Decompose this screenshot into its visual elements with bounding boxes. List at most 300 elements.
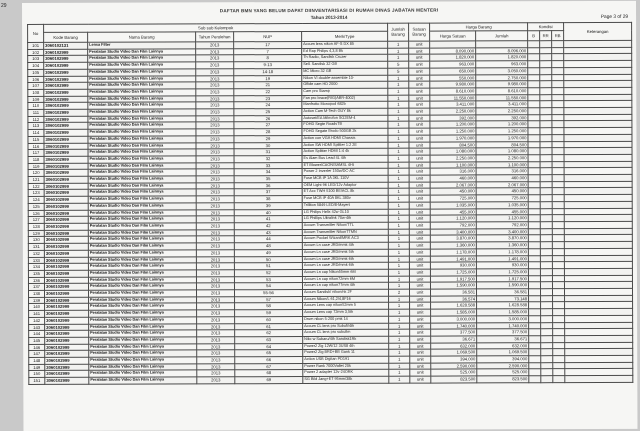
- cell-kode: 3060102999: [45, 324, 89, 331]
- cell-kode: 3060102999: [44, 203, 88, 210]
- cell-no: 122: [28, 183, 44, 190]
- cell-tahun: 2013: [196, 196, 234, 203]
- col-header-jumlah: Jumlah: [476, 31, 528, 41]
- cell-merk: Power2 Zig 12W/12 3US8 4th: [303, 343, 389, 350]
- cell-merk: Action SW HDMI Splitter 1:2 2E: [302, 142, 388, 149]
- cell-kode: 3060102999: [44, 223, 88, 230]
- cell-jml: 1: [389, 316, 410, 323]
- cell-nama: Peralatan Studio Video Dan Film Lainnya: [89, 357, 197, 364]
- cell-kode: 3060102999: [44, 156, 88, 163]
- cell-sat: unit: [409, 81, 430, 88]
- cell-harga: 1.200.000: [430, 121, 476, 128]
- cell-nup: 36: [234, 182, 302, 189]
- cell-merk: Gflide cam HD 2000: [302, 81, 388, 88]
- cell-sat: unit: [409, 195, 430, 202]
- cell-kode: 3060102999: [44, 150, 88, 157]
- cell-jml: 1: [388, 202, 409, 209]
- cell-nama: Peralatan Studio Video Dan Film Lainnya: [89, 290, 197, 297]
- cell-total: 1.120.000: [476, 215, 528, 222]
- cell-kode: 3060102999: [44, 116, 88, 123]
- cell-sat: unit: [410, 323, 431, 330]
- cell-nama: Peralatan Studio Video Dan Film Lainnya: [88, 62, 196, 69]
- cell-merk: FOHD Segte RoadsTB: [302, 122, 388, 129]
- cell-jml: 1: [389, 296, 410, 303]
- cell-merk: Action Cam M-Tech GUY 8k: [302, 108, 388, 115]
- cell-sat: unit: [409, 88, 430, 95]
- cell-nama: Peralatan Studio Video Dan Film Lainnya: [88, 169, 196, 176]
- cell-tahun: 2013: [196, 75, 234, 82]
- cell-nama: Peralatan Studio Video Dan Film Lainnya: [89, 370, 197, 377]
- cell-harga: 394.000: [431, 356, 477, 363]
- cell-tahun: 2013: [196, 109, 234, 116]
- cell-merk: Accum Ln case JRD/mmk 6th: [302, 262, 388, 269]
- cell-merk: Nikc w Subaru/4th Sandisk1Rk: [303, 336, 389, 343]
- cell-kode: 3060102999: [45, 290, 89, 297]
- col-header-jumlah-barang: Jumlah Barang: [388, 23, 409, 41]
- cell-nama: Peralatan Studio Video Dan Film Lainnya: [88, 250, 196, 257]
- cell-nama: Peralatan Studio Video Dan Film Lainnya: [89, 297, 197, 304]
- cell-sat: unit: [410, 349, 431, 356]
- cell-kode: 3060102999: [44, 96, 88, 103]
- cell-total: 3.400.000: [476, 228, 528, 235]
- cell-no: 102: [28, 49, 44, 56]
- cell-nama: Peralatan Studio Video Dan Film Lainnya: [88, 75, 196, 82]
- cell-kode: 3060102999: [45, 344, 89, 351]
- cell-total: 2.750.000: [476, 74, 528, 81]
- cell-tahun: 2013: [196, 243, 234, 250]
- cell-total: 1.585.000: [477, 309, 529, 316]
- cell-total: 804.500: [476, 141, 528, 148]
- cell-nama: Peralatan Studio Video Dan Film Lainnya: [88, 122, 196, 129]
- cell-sat: unit: [410, 282, 431, 289]
- cell-jml: 1: [388, 262, 409, 269]
- cell-total: 377.500: [477, 329, 529, 336]
- cell-nup: 25: [234, 109, 302, 116]
- col-header-nama-barang: Nama Barang: [88, 32, 196, 42]
- cell-jml: 1: [389, 356, 410, 363]
- cell-jml: 1: [388, 175, 409, 182]
- cell-total: 1.491.000: [476, 255, 528, 262]
- cell-no: 136: [28, 277, 44, 284]
- cell-jml: 5: [388, 68, 409, 75]
- cell-nama: Peralatan Studio Video Dan Film Lainnya: [88, 236, 196, 243]
- cell-harga: 1.069.500: [431, 349, 477, 356]
- cell-sat: unit: [410, 356, 431, 363]
- cell-jml: 1: [389, 336, 410, 343]
- cell-nup: 48: [234, 243, 302, 250]
- cell-jml: 1: [388, 249, 409, 256]
- cell-no: 107: [28, 83, 44, 90]
- cell-tahun: 2013: [196, 229, 234, 236]
- cell-nup: 28: [234, 129, 302, 136]
- cell-total: 1.100.000: [476, 161, 528, 168]
- cell-tahun: 2013: [196, 42, 234, 49]
- cell-nama: Peralatan Studio Video Dan Film Lainnya: [88, 216, 196, 223]
- cell-sat: unit: [409, 68, 430, 75]
- cell-no: 106: [28, 76, 44, 83]
- cell-tahun: 2013: [197, 303, 235, 310]
- cell-sat: unit: [410, 336, 431, 343]
- cell-jml: 1: [388, 229, 409, 236]
- cell-total: 2.590.000: [477, 362, 529, 369]
- cell-kode: 3060102999: [45, 357, 89, 364]
- col-header-nup: NUP: [234, 32, 302, 42]
- cell-harga: 1.970.000: [430, 135, 476, 142]
- cell-merk: LG Phillips Ultralink 70w-4th: [302, 216, 388, 223]
- cell-harga: 1.250.000: [430, 128, 476, 135]
- cell-merk: Accum Ln case JRD/mmk 5th: [302, 249, 388, 256]
- cell-jml: 1: [388, 88, 409, 95]
- cell-harga: 36.581: [431, 289, 477, 296]
- cell-no: 124: [28, 197, 44, 204]
- page-index-label: 29: [1, 3, 7, 9]
- cell-tahun: 2013: [196, 216, 234, 223]
- cell-total: 450.000: [476, 188, 528, 195]
- cell-harga: 804.500: [430, 141, 476, 148]
- cell-harga: 2.067.000: [430, 182, 476, 189]
- cell-tahun: 2013: [196, 115, 234, 122]
- cell-empty: [565, 376, 633, 383]
- table-row: [29, 376, 633, 385]
- cell-no: 123: [28, 190, 44, 197]
- cell-jml: 1: [389, 329, 410, 336]
- cell-tahun: 2013: [196, 129, 234, 136]
- cell-sat: unit: [409, 189, 430, 196]
- cell-tahun: 2013: [196, 136, 234, 143]
- cell-jml: 1: [388, 115, 409, 122]
- cell-harga: 2.590.000: [431, 363, 477, 370]
- col-header-kode-barang: Kode Barang: [44, 32, 88, 42]
- cell-sat: unit: [409, 122, 430, 129]
- cell-sat: unit: [410, 370, 431, 377]
- cell-no: 142: [29, 317, 45, 324]
- cell-nama: Peralatan Studio Video Dan Film Lainnya: [88, 189, 196, 196]
- cell-kode: 3060102999: [45, 304, 89, 311]
- cell-total: 1.200.000: [476, 121, 528, 128]
- cell-kode: 3060102999: [44, 210, 88, 217]
- cell-kode: 3060102999: [44, 257, 88, 264]
- cell-nama: Peralatan Studio Video Dan Film Lainnya: [89, 337, 197, 344]
- cell-nup: 31: [234, 149, 302, 156]
- cell-nama: Peralatan Studio Video Dan Film Lainnya: [88, 55, 196, 62]
- cell-nup: 41: [234, 216, 302, 223]
- cell-nup: 24: [234, 102, 302, 109]
- cell-sat: unit: [409, 202, 430, 209]
- cell-tahun: 2013: [197, 330, 235, 337]
- cell-harga: 1.035.000: [430, 202, 476, 209]
- cell-tahun: 2013: [196, 203, 234, 210]
- cell-harga: 455.000: [430, 208, 476, 215]
- cell-harga: 1.725.000: [430, 269, 476, 276]
- cell-nup: 9-13: [234, 62, 302, 69]
- cell-kode: 3060102999: [44, 136, 88, 143]
- cell-tahun: 2013: [197, 370, 235, 377]
- cell-nup: 49: [234, 249, 302, 256]
- cell-total: 8.096.000: [476, 47, 528, 54]
- cell-merk: Accum Nikon/L 61,2/4,8F16: [303, 296, 389, 303]
- cell-total: 3.000.000: [477, 316, 529, 323]
- cell-empty: [529, 376, 541, 383]
- cell-nama: Peralatan Studio Video Dan Film Lainnya: [88, 283, 196, 290]
- cell-nup: 37: [234, 189, 302, 196]
- cell-total: 1.917.500: [476, 275, 528, 282]
- cell-merk: Fuse MCB IP 1A 3KL 110V: [302, 175, 388, 182]
- cell-no: 129: [28, 230, 44, 237]
- cell-kode: 3060102999: [45, 310, 89, 317]
- cell-sat: unit: [409, 54, 430, 61]
- cell-kode: 3060102999: [44, 277, 88, 284]
- cell-merk: Autoset/EA Mikrofon SG2EM-4: [302, 115, 388, 122]
- cell-tahun: 2013: [196, 183, 234, 190]
- cell-merk: OEM Light 96 LED/12v Adaptor: [302, 182, 388, 189]
- cell-sat: unit: [409, 168, 430, 175]
- cell-no: 150: [29, 371, 45, 378]
- col-header-harga-barang: Harga Barang: [430, 23, 528, 31]
- cell-no: 119: [28, 163, 44, 170]
- cell-total: 36.581: [477, 289, 529, 296]
- cell-merk: Accum Ln case JRD/mmk 6th: [302, 256, 388, 263]
- cell-jml: 1: [389, 309, 410, 316]
- cell-nup: 42: [234, 223, 302, 230]
- cell-nup: 33: [234, 162, 302, 169]
- cell-harga: 1.100.000: [430, 162, 476, 169]
- cell-sat: unit: [409, 182, 430, 189]
- cell-sat: unit: [409, 41, 430, 48]
- cell-total: 9.980.000: [476, 81, 528, 88]
- cell-nama: Peralatan Studio Video Dan Film Lainnya: [89, 377, 197, 384]
- cell-tahun: 2013: [197, 377, 235, 384]
- cell-no: 127: [28, 217, 44, 224]
- cell-harga: 1.080.000: [430, 148, 476, 155]
- cell-tahun: 2013: [196, 270, 234, 277]
- cell-tahun: 2013: [196, 89, 234, 96]
- cell-sat: unit: [409, 142, 430, 149]
- cell-nama: Peralatan Studio Video Dan Film Lainnya: [89, 344, 197, 351]
- cell-no: 131: [28, 244, 44, 251]
- cell-jml: 1: [389, 349, 410, 356]
- cell-kode: 3060102999: [44, 270, 88, 277]
- cell-harga: 450.000: [430, 188, 476, 195]
- cell-nup: 69: [235, 377, 303, 384]
- cell-jml: 1: [389, 370, 410, 377]
- cell-sat: unit: [409, 229, 430, 236]
- cell-nama: Peralatan Studio Video Dan Film Lainnya: [88, 116, 196, 123]
- cell-sat: unit: [409, 128, 430, 135]
- cell-merk: Accum Ln case JRD/mmk 4th: [302, 242, 388, 249]
- cell-nup: 50: [234, 256, 302, 263]
- cell-sat: unit: [409, 135, 430, 142]
- cell-sat: unit: [410, 329, 431, 336]
- cell-tahun: 2013: [197, 296, 235, 303]
- cell-no: 128: [28, 223, 44, 230]
- col-header-kondisi: Kondisi: [528, 23, 564, 31]
- cell-kode: 3060102999: [45, 337, 89, 344]
- cell-nama: Peralatan Studio Video Dan Film Lainnya: [89, 350, 197, 357]
- col-header-tahun: Tahun Perolehan: [196, 32, 234, 42]
- cell-total: 1.725.000: [476, 269, 528, 276]
- cell-jml: 1: [389, 343, 410, 350]
- cell-no: 140: [29, 304, 45, 311]
- cell-tahun: 2013: [196, 48, 234, 55]
- cell-sat: unit: [409, 269, 430, 276]
- cell-nup: 29: [234, 135, 302, 142]
- cell-empty: [553, 376, 565, 383]
- cell-merk: Power Rank 7000Vallet 20k: [303, 363, 389, 370]
- cell-kode: 3060102999: [44, 62, 88, 69]
- cell-nup: 7: [234, 48, 302, 55]
- cell-harga: 3.400.000: [430, 229, 476, 236]
- cell-sat: unit: [409, 276, 430, 283]
- cell-nama: Peralatan Studio Video Dan Film Lainnya: [88, 102, 196, 109]
- cell-sat: unit: [409, 61, 430, 68]
- cell-kode: 3060102999: [44, 143, 88, 150]
- cell-jml: 1: [388, 215, 409, 222]
- cell-nup: 38: [234, 196, 302, 203]
- cell-tahun: 2013: [196, 69, 234, 76]
- cell-merk: Accum Transmitter Nikon/TTL: [302, 222, 388, 229]
- cell-merk: Ed Rap Philips 4,3,8 Bk: [302, 48, 388, 55]
- cell-harga: 1.590.000: [431, 282, 477, 289]
- cell-merk: SG Bild Jang+ET 95mm/38k: [303, 376, 389, 383]
- cell-nama: Peralatan Studio Video Dan Film Lainnya: [89, 317, 197, 324]
- cell-nup: 23: [234, 95, 302, 102]
- cell-nama: Peralatan Studio Video Dan Film Lainnya: [89, 323, 197, 330]
- cell-harga: 1.178.000: [430, 249, 476, 256]
- cell-jml: 1: [388, 155, 409, 162]
- cell-no: 151: [29, 378, 45, 385]
- cell-no: 111: [28, 109, 44, 116]
- cell-kode: 3060102999: [45, 377, 89, 384]
- cell-tahun: 2013: [196, 223, 234, 230]
- cell-total: 792.000: [476, 222, 528, 229]
- cell-merk: Accum Lens cap 72mm 3,5th: [303, 309, 389, 316]
- cell-jml: 1: [388, 55, 409, 62]
- cell-nup: 19: [234, 75, 302, 82]
- cell-nama: Peralatan Studio Video Dan Film Lainnya: [88, 209, 196, 216]
- cell-nama: Peralatan Studio Video Dan Film Lainnya: [88, 230, 196, 237]
- cell-sat: unit: [409, 235, 430, 242]
- cell-nup: 62: [235, 330, 303, 337]
- cell-sat: unit: [409, 148, 430, 155]
- cell-nama: Peralatan Studio Video Dan Film Lainnya: [88, 270, 196, 277]
- cell-harga: 8.090.000: [430, 48, 476, 55]
- cell-nup: 8: [234, 55, 302, 62]
- cell-no: 141: [29, 311, 45, 318]
- cell-kode: 3060102999: [44, 237, 88, 244]
- cell-no: 116: [28, 143, 44, 150]
- cell-kode: 3060102999: [44, 196, 88, 203]
- col-header-keterangan: Keterangan: [564, 22, 632, 40]
- cell-merk: Th Radio, Sandisk Cruzer: [302, 55, 388, 62]
- cell-kode: 3060102999: [44, 56, 88, 63]
- cell-total: 392.000: [476, 114, 528, 121]
- cell-jml: 1: [388, 209, 409, 216]
- cell-nup: 65: [235, 350, 303, 357]
- cell-nama: Peralatan Studio Video Dan Film Lainnya: [89, 303, 197, 310]
- cell-jml: 1: [389, 363, 410, 370]
- cell-jml: 1: [388, 101, 409, 108]
- cell-nama: Peralatan Studio Video Dan Film Lainnya: [88, 163, 196, 170]
- cell-total: 36.671: [477, 336, 529, 343]
- col-header-satuan-barang: Satuan Barang: [409, 23, 430, 41]
- cell-jml: 1: [388, 182, 409, 189]
- cell-merk: ET Acc TWH 5100 BE/ACL 8k: [302, 189, 388, 196]
- cell-total: 525.000: [477, 369, 529, 376]
- cell-sat: unit: [409, 162, 430, 169]
- cell-jml: 1: [389, 323, 410, 330]
- col-header-merk: Merk/Type: [302, 31, 388, 41]
- cell-harga: 1.491.000: [430, 255, 476, 262]
- cell-nama: Peralatan Studio Video Dan Film Lainnya: [88, 203, 196, 210]
- cell-nup: 58: [235, 303, 303, 310]
- cell-nama: Peralatan Studio Video Dan Film Lainnya: [88, 89, 196, 96]
- cell-no: 103: [28, 56, 44, 63]
- cell-nama: Peralatan Studio Video Dan Film Lainnya: [88, 176, 196, 183]
- cell-no: 149: [29, 364, 45, 371]
- cell-kode: 3060102999: [44, 82, 88, 89]
- cell-total: 1.250.000: [476, 128, 528, 135]
- cell-total: 316.000: [476, 168, 528, 175]
- cell-jml: 2: [389, 289, 410, 296]
- cell-tahun: 2013: [196, 156, 234, 163]
- cell-sat: unit: [409, 262, 430, 269]
- cell-harga: 377.500: [431, 329, 477, 336]
- cell-tahun: 2013: [197, 310, 235, 317]
- col-header-sub-sub-kelompok: Sub sub Kelompok: [44, 23, 388, 32]
- cell-sat: unit: [409, 75, 430, 82]
- cell-total: 2.250.000: [476, 108, 528, 115]
- cell-harga: 8.610.000: [430, 88, 476, 95]
- cell-tahun: 2013: [196, 189, 234, 196]
- cell-sat: unit: [410, 363, 431, 370]
- cell-merk: Trilliton 5849 LED/8-Mayert: [302, 202, 388, 209]
- cell-harga: 392.000: [430, 115, 476, 122]
- cell-kode: 3060102999: [44, 103, 88, 110]
- cell-tahun: 2013: [197, 290, 235, 297]
- cell-merk: Manfrotto Monopod 682b: [302, 102, 388, 109]
- cell-jml: 1: [388, 162, 409, 169]
- cell-total: 460.000: [476, 175, 528, 182]
- cell-jml: 1: [388, 169, 409, 176]
- cell-merk: Action Splitter HDMI 1:4 4k: [302, 148, 388, 155]
- cell-kode: 3060102999: [44, 129, 88, 136]
- cell-kode: 3060102999: [45, 364, 89, 371]
- cell-jml: 1: [388, 122, 409, 129]
- cell-harga: 1.628.588: [431, 302, 477, 309]
- cell-no: 126: [28, 210, 44, 217]
- cell-jml: 1: [388, 195, 409, 202]
- cell-harga: 650.000: [430, 68, 476, 75]
- cell-merk: Accum CL lens pro Subufi/4th: [303, 323, 389, 330]
- cell-nup: 52: [234, 269, 302, 276]
- cell-sat: unit: [409, 175, 430, 182]
- cell-harga: 3.870.000: [430, 235, 476, 242]
- cell-nama: Peralatan Studio Video Dan Film Lainnya: [88, 243, 196, 250]
- cell-tahun: 2013: [196, 256, 234, 263]
- cell-harga: 36.671: [431, 336, 477, 343]
- cell-tahun: 2013: [196, 283, 234, 290]
- cell-kode: 3060102999: [44, 123, 88, 130]
- cell-total: 1.178.000: [476, 249, 528, 256]
- cell-no: 132: [28, 250, 44, 257]
- cell-jml: 1: [389, 282, 410, 289]
- cell-merk: Accum Ln cap Nikon55mm 6M: [302, 269, 388, 276]
- cell-merk: Nikon VI double-assemble 10-: [302, 75, 388, 82]
- cell-tahun: 2013: [196, 263, 234, 270]
- cell-harga: 1.360.000: [430, 242, 476, 249]
- cell-tahun: 2013: [197, 323, 235, 330]
- cell-harga: 1.917.500: [430, 276, 476, 283]
